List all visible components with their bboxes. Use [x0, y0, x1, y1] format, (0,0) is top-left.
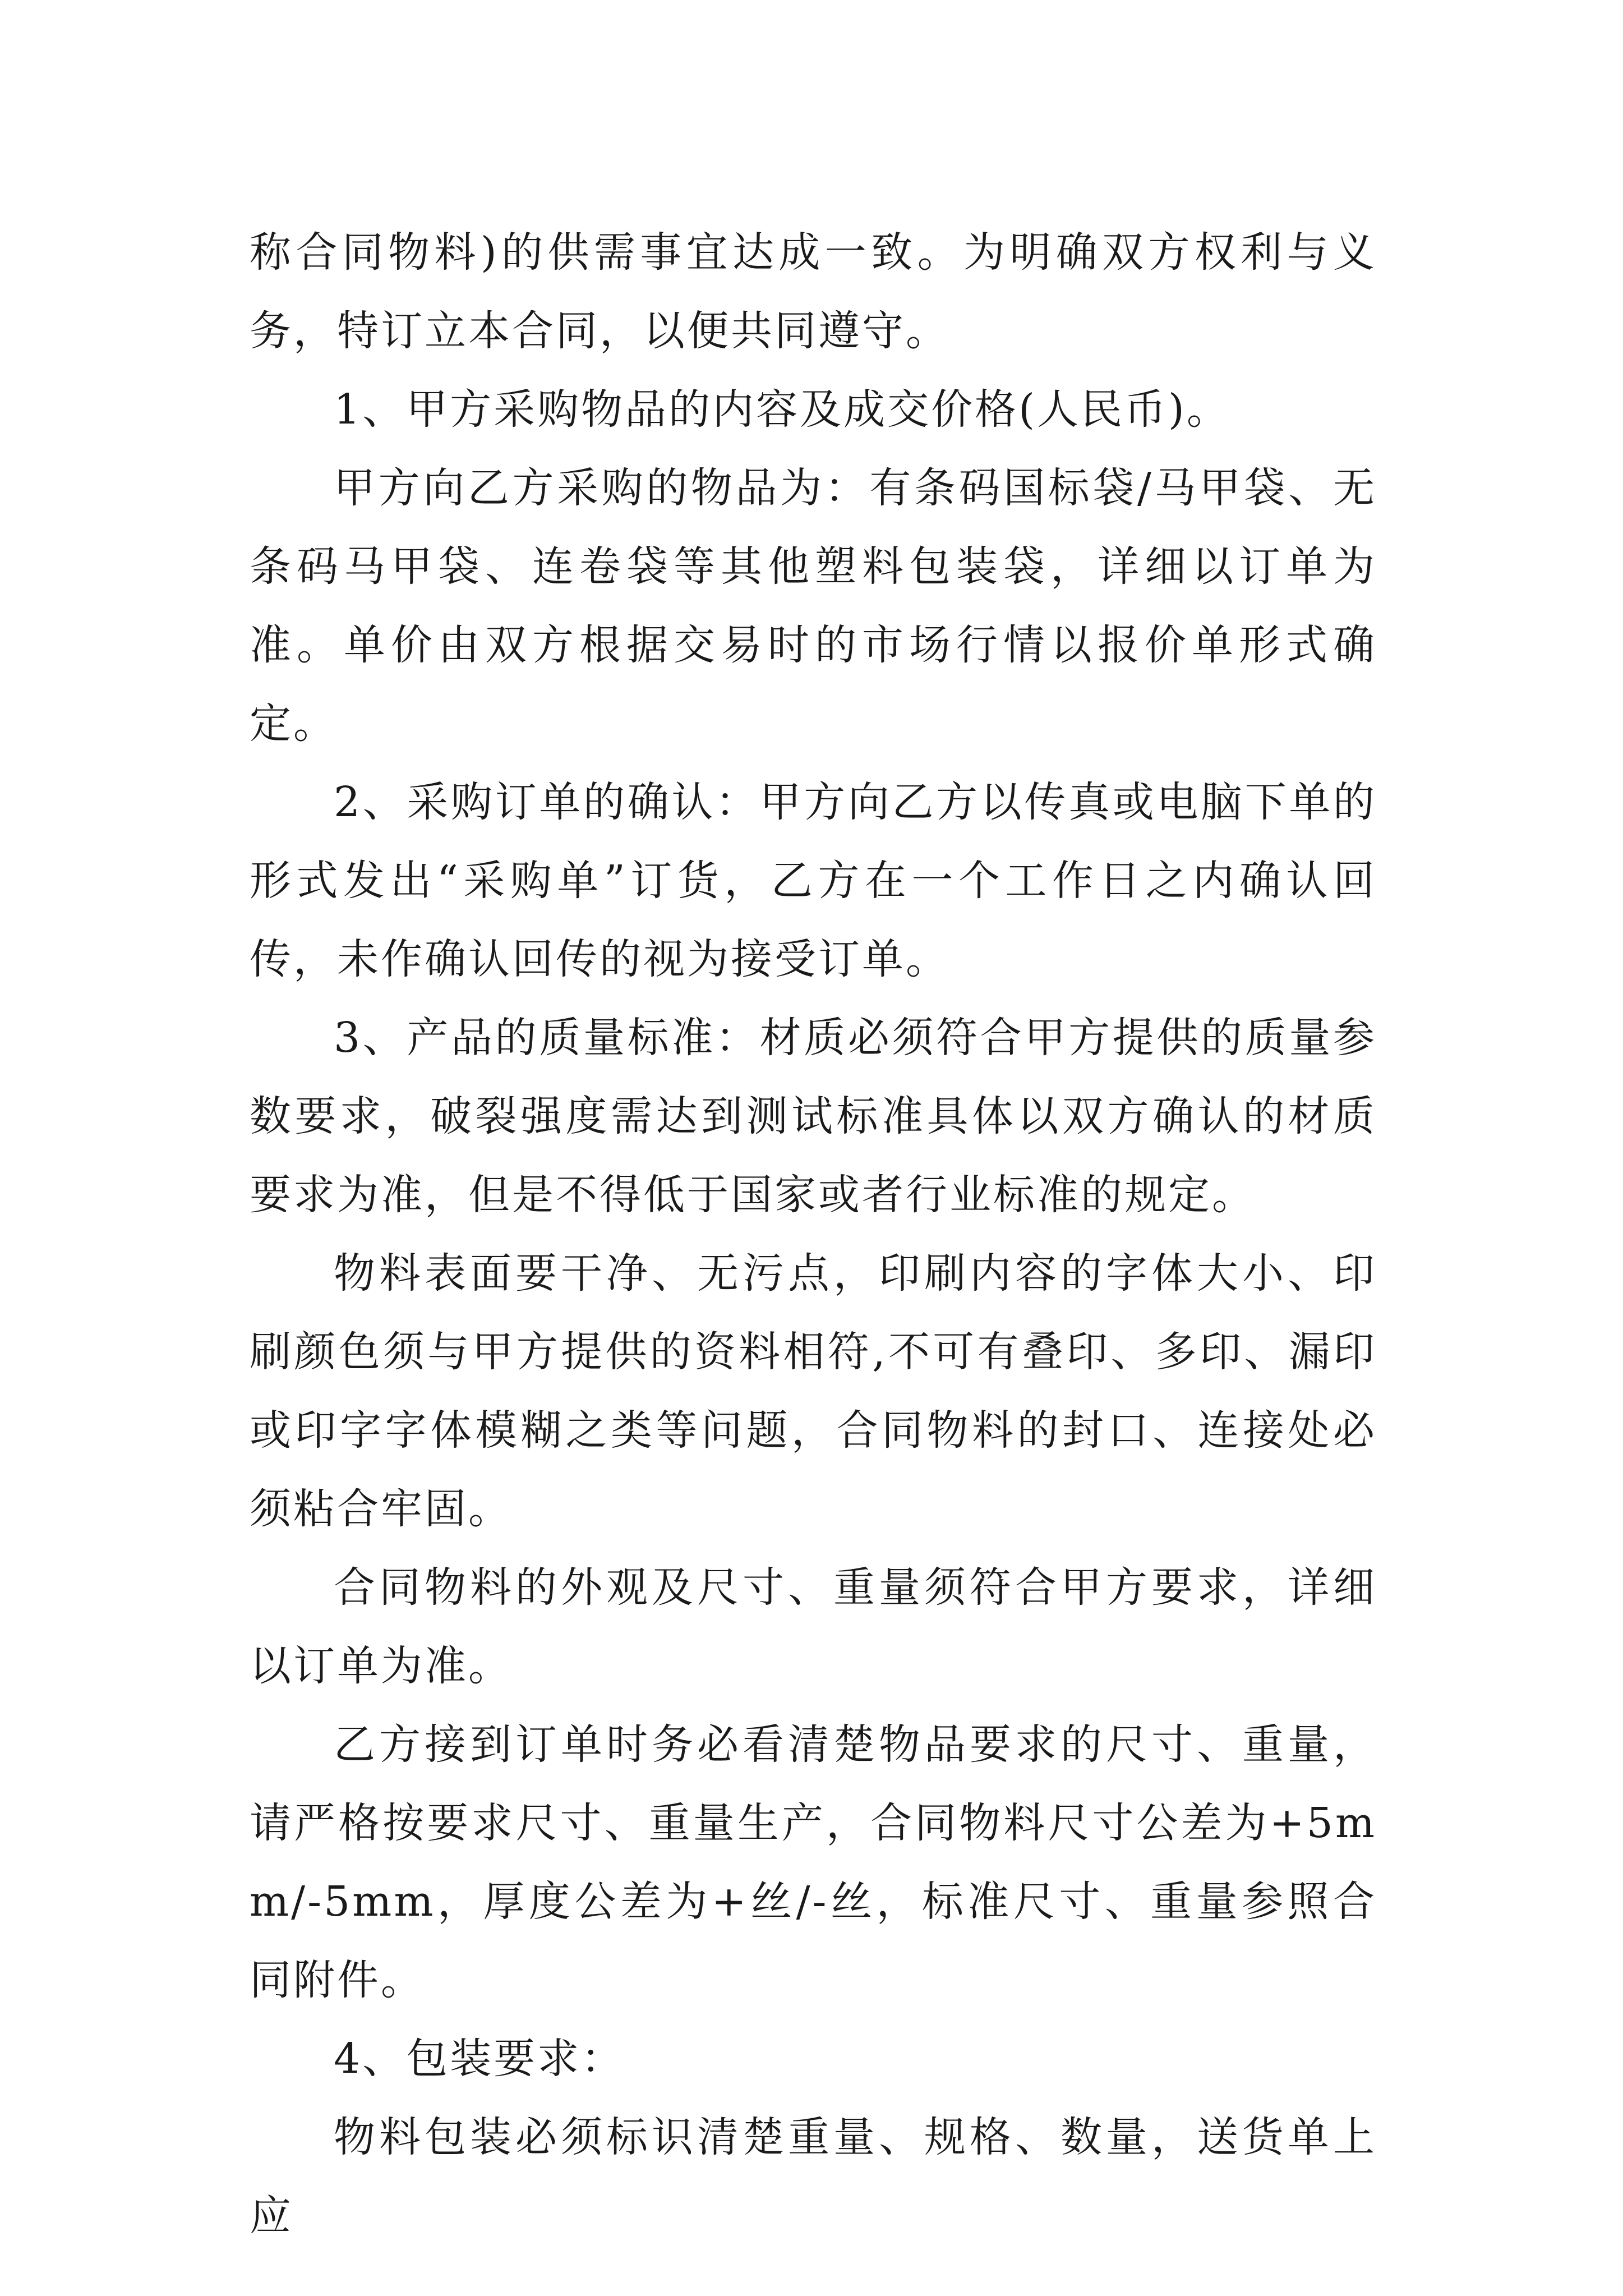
- paragraph-intro-continuation: 称合同物料)的供需事宜达成一致。为明确双方权利与义务，特订立本合同，以便共同遵守。: [250, 228, 1377, 355]
- paragraph-clause-3-quality-standard: 3、产品的质量标准：材质必须符合甲方提供的质量参数要求，破裂强度需达到测试标准具体以双方确认的材质要求为准，但是不得低于国家或者行业标准的规定。: [250, 1014, 1377, 1219]
- paragraph-surface-printing-requirements: 物料表面要干净、无污点，印刷内容的字体大小、印刷颜色须与甲方提供的资料相符,不可有叠印、多印、漏印或印字字体模糊之类等问题，合同物料的封口、连接处必须粘合牢固。: [250, 1249, 1377, 1533]
- paragraph-clause-1-heading: 1、甲方采购物品的内容及成交价格(人民币)。: [334, 385, 1230, 434]
- document-page: [250, 213, 1377, 2255]
- paragraph-appearance-size-weight: 合同物料的外观及尺寸、重量须符合甲方要求，详细以订单为准。: [250, 1563, 1377, 1690]
- paragraph-clause-1-items: 甲方向乙方采购的物品为：有条码国标袋/马甲袋、无条码马甲袋、连卷袋等其他塑料包装袋，详细以订单为准。单价由双方根据交易时的市场行情以报价单形式确定。: [250, 464, 1377, 748]
- paragraph-clause-2-order-confirmation: 2、采购订单的确认：甲方向乙方以传真或电脑下单的形式发出“采购单”订货，乙方在一个工作日之内确认回传，未作确认回传的视为接受订单。: [250, 778, 1377, 983]
- paragraph-packaging-labeling: 物料包装必须标识清楚重量、规格、数量，送货单上应: [250, 2113, 1377, 2240]
- paragraph-clause-4-packaging-heading: 4、包装要求：: [334, 2035, 625, 2083]
- paragraph-tolerance-requirements: 乙方接到订单时务必看清楚物品要求的尺寸、重量，请严格按要求尺寸、重量生产，合同物料尺寸公差为+5mm/-5mm，厚度公差为+丝/-丝，标准尺寸、重量参照合同附件。: [250, 1720, 1377, 2004]
